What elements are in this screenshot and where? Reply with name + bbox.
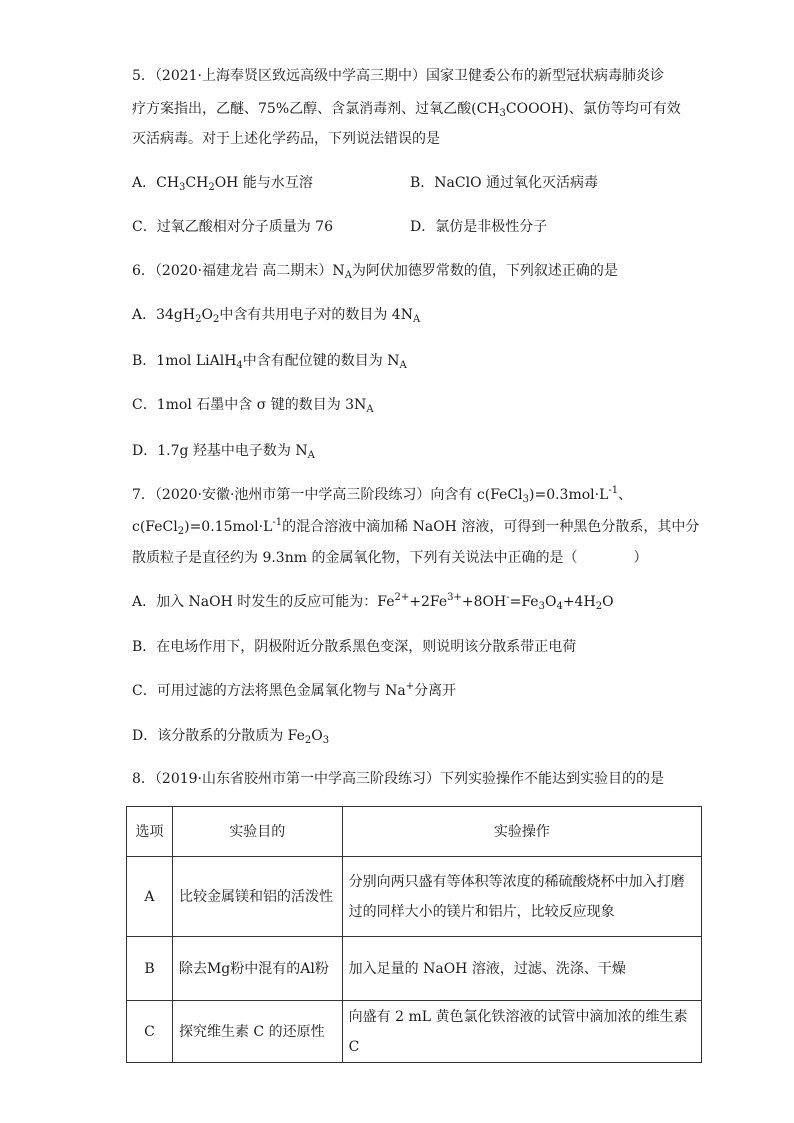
q5-text: 灭活病毒。对于上述化学药品，下列说法错误的是 — [132, 131, 440, 147]
q5-text: 5．（2021·上海奉贤区致远高级中学高三期中）国家卫健委公布的新型冠状病毒肺炎诊 — [132, 68, 664, 84]
q5-stem-line-1 — [132, 67, 664, 85]
row-option: C — [127, 1001, 173, 1063]
q6-option-a: A．$34gH_2O_2$中含有共用电子对的数目为 $4N_A$ — [132, 307, 421, 325]
row-goal: 比较金属镁和铝的活泼性 — [172, 857, 342, 937]
q5-option-b: B．NaClO 通过氧化灭活病毒 — [410, 175, 599, 191]
q5-option-c: C．过氧乙酸相对分子质量为 76 — [132, 219, 333, 235]
header-operation: 实验操作 — [342, 807, 701, 857]
row-operation: 加入足量的 NaOH 溶液，过滤、洗涤、干燥 — [342, 937, 701, 1001]
q7-option-d: D．该分散系的分散质为 $Fe_2O_3$ — [132, 728, 330, 746]
q6-stem: 6．（2020·福建龙岩 高二期末）$N_A$为阿伏加德罗常数的值，下列叙述正确的是 — [132, 263, 618, 281]
q5-stem-line-3 — [132, 130, 440, 148]
table-header-row — [127, 807, 702, 857]
header-option: 选项 — [127, 807, 173, 857]
q7-stem-line-3: 散质粒子是直径约为 9.3nm 的金属氧化物，下列有关说法中正确的是（ ） — [132, 550, 648, 566]
q5-stem-line-2 — [132, 100, 681, 118]
q7-stem-line-2: $c(FeCl_2)=0.15mol\cdot L^{-1}$的混合溶液中滴加稀 NaOH 溶液，可得到一种黑色分散系，其中分 — [132, 517, 700, 537]
table-row — [127, 1001, 702, 1063]
q5-option-d: D．氯仿是非极性分子 — [410, 219, 548, 235]
row-operation: 分别向两只盛有等体积等浓度的稀硫酸烧杯中加入打磨 过的同样大小的镁片和铝片，比较反应现象 — [342, 857, 701, 937]
q5-option-a: A．$CH_3CH_2OH$ 能与水互溶 — [132, 175, 313, 193]
row-option: B — [127, 937, 173, 1001]
q8-stem: 8．（2019·山东省胶州市第一中学高三阶段练习）下列实验操作不能达到实验目的的是 — [132, 771, 664, 787]
subscript: 3 — [499, 108, 506, 119]
q5-text: 疗方案指出，乙醚、75%乙醇、含氯消毒剂、过氧乙酸(CH — [132, 101, 500, 117]
header-goal: 实验目的 — [172, 807, 342, 857]
table-row — [127, 937, 702, 1001]
q5-options-row-1 — [132, 174, 313, 192]
q7-option-a: A．加入 NaOH 时发生的反应可能为：$Fe^{2+}+2Fe^{3+}+8OH^-=Fe_3O_4+4H_2O$ — [132, 592, 614, 612]
q6-option-d: D．1.7g 羟基中电子数为 $N_A$ — [132, 443, 315, 461]
table-row — [127, 857, 702, 937]
q6-option-b: B．1mol LiAlH$_4$中含有配位键的数目为 $N_A$ — [132, 353, 407, 371]
q7-option-b: B．在电场作用下，阴极附近分散系黑色变深，则说明该分散系带正电荷 — [132, 639, 577, 655]
q6-option-c: C．1mol 石墨中含 σ 键的数目为 $3N_A$ — [132, 397, 374, 415]
q7-option-c: C．可用过滤的方法将黑色金属氧化物与 Na+分离开 — [132, 681, 457, 699]
q7-stem-line-1: 7．（2020·安徽·池州市第一中学高三阶段练习）向含有 $c(FeCl_3)=0.3mol\cdot L^{-1}$、 — [132, 485, 633, 505]
row-option: A — [127, 857, 173, 937]
row-goal: 除去Mg粉中混有的Al粉 — [172, 937, 342, 1001]
q5-text: COOOH)、氯仿等均可有效 — [505, 101, 681, 117]
experiment-table — [126, 806, 702, 1063]
row-operation: 向盛有 2 mL 黄色氯化铁溶液的试管中滴加浓的维生素 C — [342, 1001, 701, 1063]
row-goal: 探究维生素 C 的还原性 — [172, 1001, 342, 1063]
